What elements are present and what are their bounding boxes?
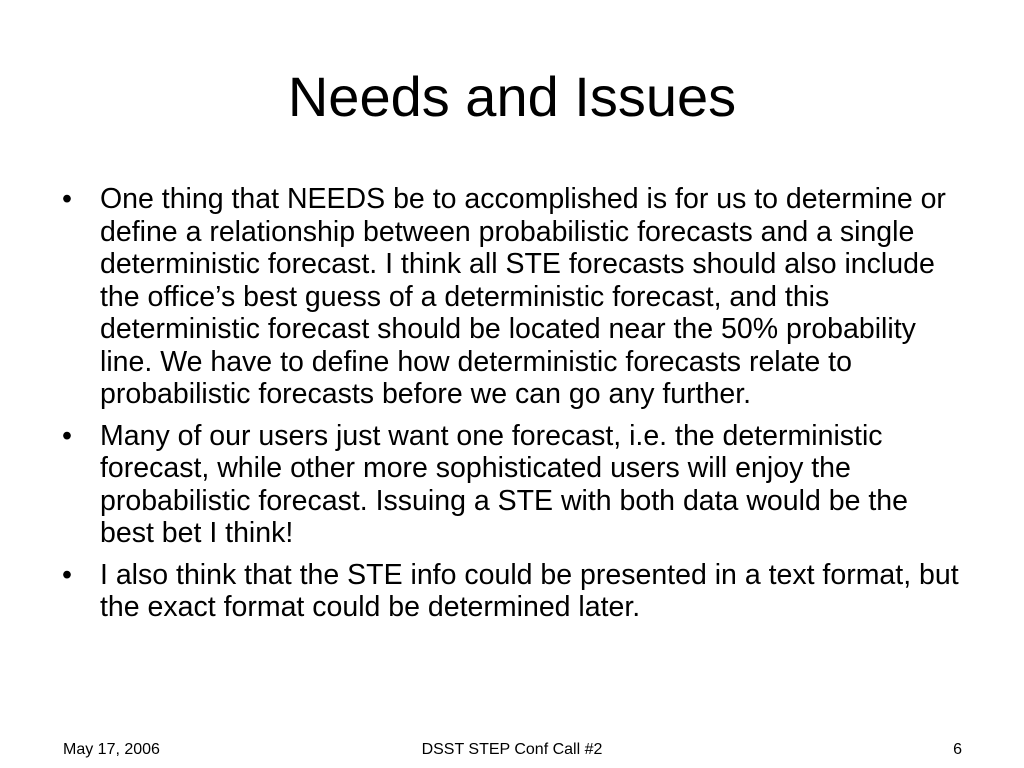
bullet-item bbox=[62, 420, 967, 550]
bullet-text: Many of our users just want one forecast, i.e. the deterministic forecast, while other more sophisticated users will enjoy the probabilistic forecast. Issuing a STE with both data would be the best bet I think! bbox=[100, 419, 908, 549]
bullet-text: I also think that the STE info could be presented in a text format, but the exact format could be determined later. bbox=[100, 558, 959, 623]
bullet-item bbox=[62, 183, 967, 411]
slide-title: Needs and Issues bbox=[287, 65, 737, 128]
bullet-text: One thing that NEEDS be to accomplished is for us to determine or define a relationship between probabilistic forecasts and a single deterministic forecast. I think all STE forecasts should also include the office’s best guess of a deterministic forecast, and this deterministic forecast should be located near the 50% probability line. We have to define how deterministic forecasts relate to probabilistic forecasts before we can go any further. bbox=[100, 183, 946, 410]
page-number: 6 bbox=[953, 741, 962, 758]
bullet-list bbox=[62, 183, 967, 633]
footer-date: May 17, 2006 bbox=[63, 741, 160, 758]
bullet-icon: • bbox=[62, 419, 72, 452]
bullet-icon: • bbox=[62, 183, 72, 215]
footer-title: DSST STEP Conf Call #2 bbox=[421, 741, 603, 758]
bullet-icon: • bbox=[62, 558, 72, 591]
bullet-item bbox=[62, 559, 967, 624]
